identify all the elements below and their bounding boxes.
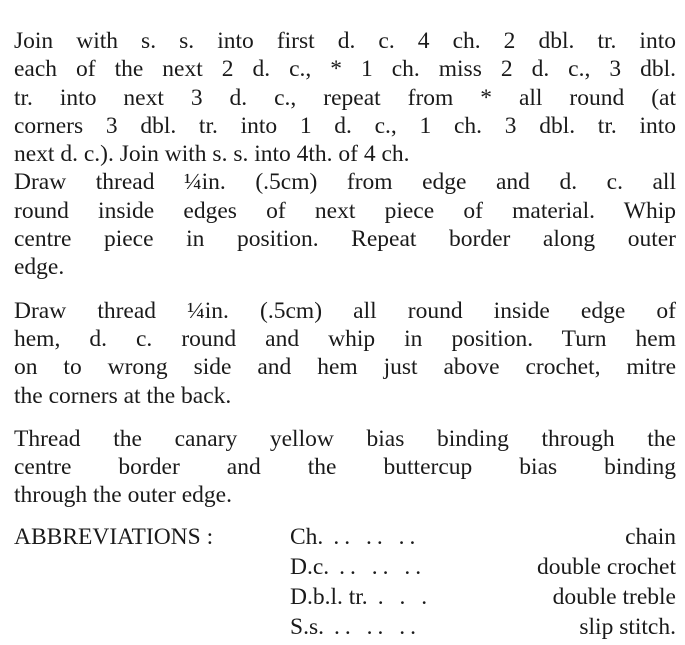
abbreviation-term: S.s. [290, 613, 324, 640]
text-line: hem, d. c. round and whip in position. Turn hem [14, 325, 676, 352]
paragraph-gap [14, 282, 676, 297]
abbreviation-meaning: double treble [552, 583, 676, 610]
abbreviation-leader-dots: .. .. .. [333, 613, 421, 640]
text-line: centre border and the buttercup bias binding [14, 454, 676, 481]
abbreviation-row [290, 582, 676, 612]
text-line: Thread the canary yellow bias binding through the [14, 425, 676, 452]
abbreviations-heading: ABBREVIATIONS : [14, 523, 214, 550]
text-line: round inside edges of next piece of material. Whip [14, 197, 676, 224]
abbreviation-term: Ch. [290, 523, 324, 550]
document-page [14, 27, 676, 642]
abbreviation-meaning: chain [625, 523, 676, 550]
instructions-paragraph-1 [14, 27, 676, 282]
abbreviation-meaning: double crochet [537, 553, 676, 580]
instructions-paragraph-2 [14, 297, 676, 410]
abbreviation-row [290, 552, 676, 582]
text-line: through the outer edge. [14, 482, 232, 509]
text-line: each of the next 2 d. c., * 1 ch. miss 2 d. c., 3 dbl. [14, 56, 676, 83]
abbreviation-leader-dots: .. .. .. [333, 523, 421, 550]
abbreviation-leader-dots: .. .. .. [339, 553, 427, 580]
text-line: Join with s. s. into first d. c. 4 ch. 2 dbl. tr. into [14, 28, 676, 54]
abbreviation-meaning: slip stitch. [579, 613, 676, 640]
text-line: next d. c.). Join with s. s. into 4th. of 4 ch. [14, 141, 410, 168]
text-line: the corners at the back. [14, 382, 232, 409]
text-line: Draw thread ¼in. (.5cm) from edge and d. c. all [14, 169, 676, 196]
text-line: on to wrong side and hem just above crochet, mitre [14, 354, 676, 381]
text-line: corners 3 dbl. tr. into 1 d. c., 1 ch. 3 dbl. tr. into [14, 112, 676, 139]
abbreviation-row [290, 612, 676, 642]
text-line: edge. [14, 254, 65, 281]
abbreviation-term: D.c. [290, 553, 330, 580]
abbreviation-leader-dots: . . . [377, 583, 433, 610]
text-line: tr. into next 3 d. c., repeat from * all round (at [14, 84, 676, 111]
abbreviations-section [14, 522, 676, 642]
paragraph-gap [14, 410, 676, 425]
abbreviation-row [290, 522, 676, 552]
instructions-paragraph-3 [14, 425, 676, 510]
abbreviation-term: D.b.l. tr. [290, 583, 368, 610]
text-line: Draw thread ¼in. (.5cm) all round inside edge of [14, 297, 676, 324]
text-line: centre piece in position. Repeat border along outer [14, 226, 676, 253]
